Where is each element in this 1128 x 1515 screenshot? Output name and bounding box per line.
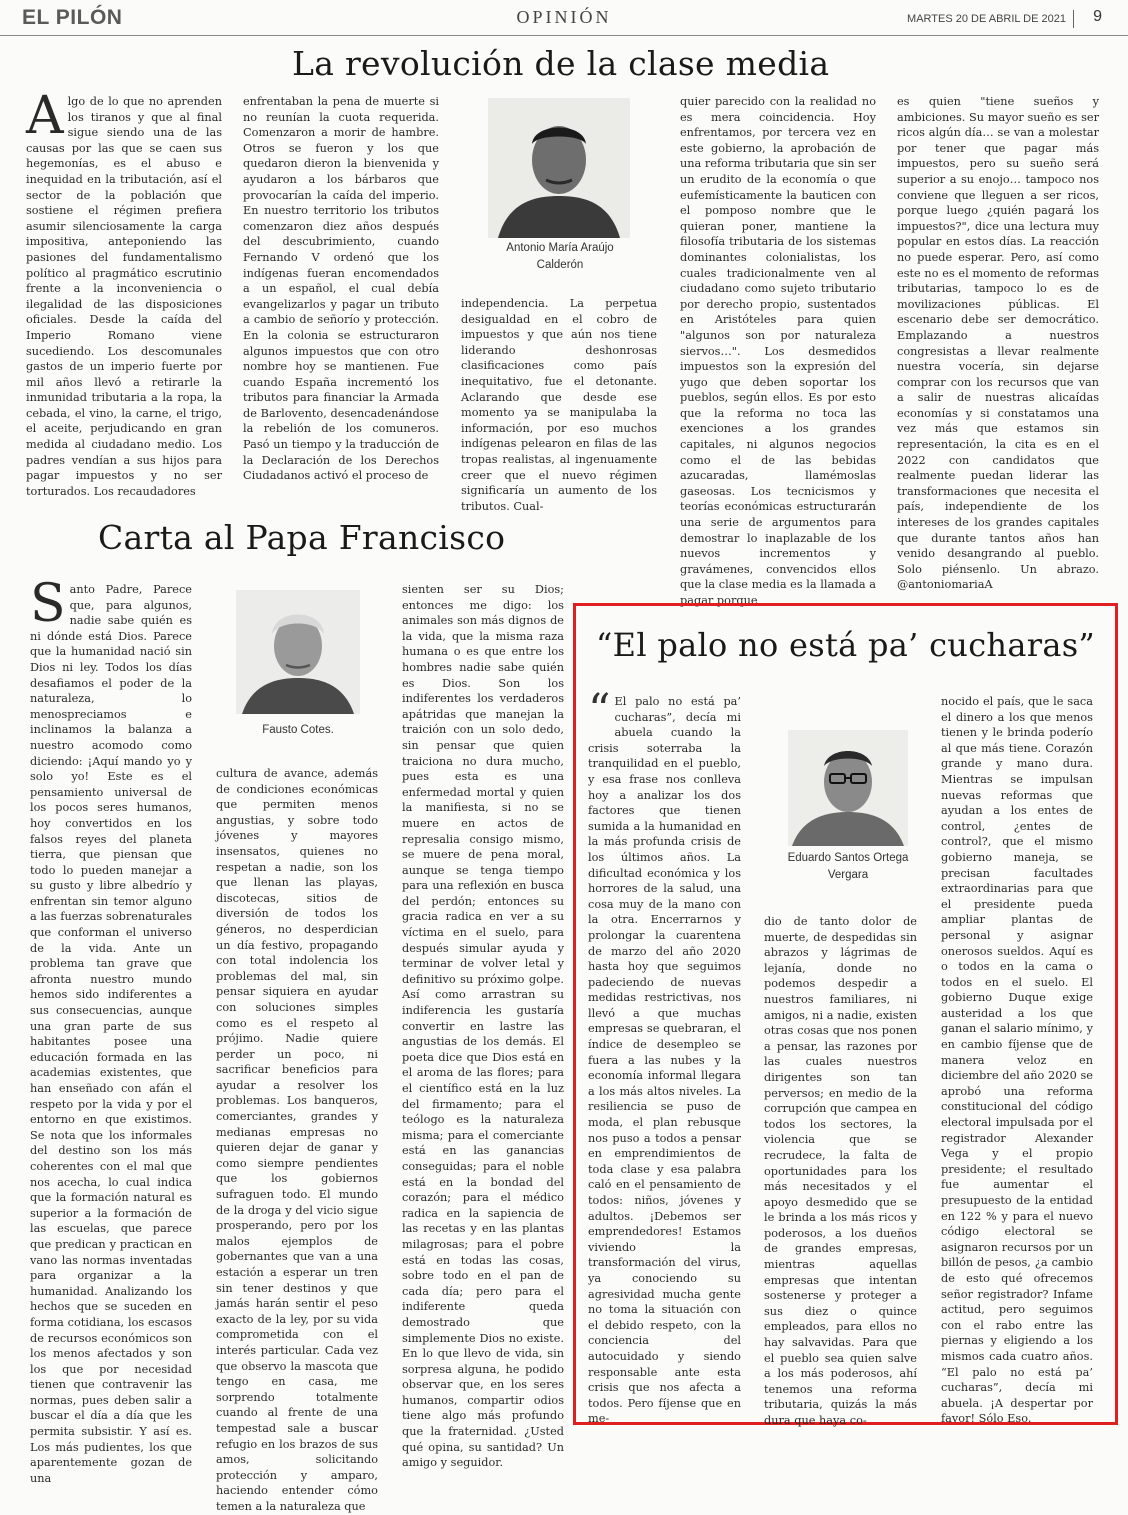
article3-column-1 [588,685,741,1426]
article2-author-caption: Fausto Cotes. [262,724,334,736]
article3-quote-mark: “ [588,685,611,736]
article3-author-photo [788,730,908,846]
article1-column-1 [26,86,222,498]
section-title: OPINIÓN [516,7,612,27]
header-divider [1073,10,1074,28]
article1-column-3 [461,296,657,513]
article3-author-surname: Vergara [827,869,869,881]
article2-column-3 [402,582,564,1470]
article3-headline: “El palo no está pa’ cucharas” [596,626,1096,664]
article1-col1-text: lgo de lo que no aprenden los tiranos y que al final sigue siendo una de las causas por las que se caen sus hegemonías, es el abuso e inequidad en la tributación, así el sector de la población que sostiene el régimen prefiera asumir silenciosamente la carga impositiva, anteponiendo las pasiones del fundamentalismo político al pragmático escrutinio frente a la inconveniencia o ilegalidad de las disposiciones oficiales. Desde la caída del Imperio Romano viene sucediendo. Los descomunales gastos de un imperio fuerte por mil años llevó a retirarle la inmunidad tributaria a la ropa, la cebada, el vino, la carne, el trigo, el aceite, perjudicando en gran medida al ciudadano medio. Los padres vendían a sus hijos para pagar impuestos y no ser torturados. Los recaudadores [26,95,222,498]
article2-col3-text: sienten ser su Dios; entonces me digo: los animales son más dignos de la vida, que la misma raza humana o es que entre los hombres nadie sabe quién es Dios. Son los indiferentes los verdaderos apátridas que manejan la traición con un solo dedo, sin pensar que quien traiciona no dura mucho, pues esta es una enfermedad mortal y quien la manifiesta, si no se muere en actos de represalia consigo mismo, se muere de pena moral, aunque se tenga tiempo para una reflexión en busca del perdón; entonces su gracia radica en ver a su víctima en el suelo, para después simular ayuda y terminar de volver letal y definitivo su próximo golpe. Así como arrastran su indiferencia les gustaría convertir en lastre las angustias de los demás. El poeta dice que Dios está en el aroma de las flores; para el científico está en la luz del firmamento; para el teólogo es la naturaleza misma; para el comerciante está en las ganancias conseguidas; para el noble está en la bondad del corazón; para el médico radica en la sapiencia de las recetas y en las plantas milagrosas; para el pobre está en todas las cosas, sobre todo en el pan de cada día; pero para el indiferente queda demostrado que simplemente Dios no existe. En lo que llevo de vida, sin sorpresa alguna, he podido observar que, en los seres humanos, compartir odios tiene algo más profundo que la fraternidad. ¿Usted qué opina, su santidad? Un amigo y seguidor. [402,583,564,1470]
article1-column-5 [897,94,1099,590]
article2-column-2 [216,766,378,1513]
article2-col2-text: cultura de avance, además de condiciones económicas que permiten menos angustias, y sobre todo jóvenes y mayores insensatos, quienes no respetan a nadie, son los que llenan las playas, discotecas, sitios de diversión de todos los géneros, no desperdician un día festivo, propagando con total indolencia los problemas del mal, sin pensar siquiera en ayudar con soluciones simples como es el respeto al prójimo. Nadie quiere perder un poco, ni sacrificar beneficios para ayudar a resolver los problemas. Los banqueros, comerciantes, grandes y medianas empresas no quieren dejar de ganar y como siempre pendientes que los gobiernos sufraguen todo. El mundo de la droga y del vicio sigue prosperando, pero por los malos ejemplos de gobernantes que van a una estación a esperar un tren sin tener destinos y que jamás harán sentir el peso exacto de la ley, por su vida comprometida con el interés particular. Cada vez que observo la mascota que tengo en casa, me sorprendo totalmente cuando al frente de una tempestad sale a buscar refugio en los brazos de sus amos, solicitando protección y amparo, haciendo entender cómo temen a la naturaleza que [216,767,378,1513]
article3-author-name: Eduardo Santos Ortega [787,852,909,864]
article3-author-caption [762,850,934,884]
article3-column-3 [941,694,1093,1426]
article1-col5-text: es quien "tiene sueños y ambiciones. Su mayor sueño es ser ricos algún día… se van a molestar por tener que pagar más impuestos, pero su sueño será superior a su enojo… tampoco nos conviene que lleguen a ser ricos, porque luego ¿quién pagará los impuestos?", dice una lectura muy popular en estos días. La reacción no puede esperar. Pero, así como este no es el momento de reformas tributarias, tampoco lo es de movilizaciones públicas. El escenario debe ser democrático. Emplazando a nuestros congresistas a llevar realmente nuestra vocería, sin dejarse comprar con los recursos que van a salir de nuestras alicaídas economías y si constatamos una vez más que estamos sin representación, la cita es en el 2022 con candidatos que realmente puedan liderar las transformaciones que necesita el país, independiente de los intereses de los grandes capitales que durante tantos años han venido desangrando al pueblo. Solo piénsenlo. Un abrazo. @antoniomariaA [897,95,1099,592]
article1-author-name: Antonio María Araújo [506,242,614,254]
article1-author-caption [470,240,650,274]
article1-author-surname: Calderón [536,259,584,271]
article3-col2-text: dio de tanto dolor de muerte, de despedidas sin abrazos y lágrimas de lejanía, donde no podemos despedir a nuestros familiares, ni amigos, ni a nadie, existen otras cosas que nos ponen a pensar, las razones por las cuales nuestros dirigentes son tan perversos; en medio de la corrupción que campea en todos los sectores, la violencia que se recrudece, la falta de oportunidades para los más necesitados y el apoyo desmedido que se le brinda a los más ricos y poderosos, a los dueños de grandes empresas, mientras aquellas empresas que intentan sostenerse y proteger a sus diez o quince empleados, para ellos no hay salvavidas. Para que el pueblo sea quien salve a los más poderosos, ahí tenemos una reforma tributaria, quizás la más dura que haya co- [764,915,917,1427]
article2-column-1 [30,574,192,1485]
article1-col3-text: independencia. La perpetua desigualdad en el cobro de impuestos y que aún nos tiene liderando deshonrosas clasificaciones como país inequitativo, fue el detonante. Aclarando que desde ese momento ya se manipulaba la información, por eso muchos indígenas pelearon en filas de las tropas realistas, al ingenuamente creer que el nuevo régimen significaría un aumento de los tributos. Cual- [461,297,657,513]
page-number: 9 [1093,8,1102,25]
masthead-logo: EL PILÓN [22,6,123,29]
page-header [0,0,1128,36]
article1-col4-text: quier parecido con la realidad no es mera coincidencia. Hoy enfrentamos, por tercera vez en este gobierno, la aprobación de una reforma tributaria que sin ser un erudito de la economía o que eufemísticamente la bauticen con el pomposo nombre que le quieran poner, mantiene la filosofía tributaria de los sistemas dominantes colonialistas, los cuales tradicionalmente ven al ciudadano como sujeto tributario por derecho propio, sustentados en Aristóteles para quien "algunos son por naturaleza siervos…". Los desmedidos impuestos son la expresión del yugo que deben soportar los pueblos, según ellos. Es por esto que la reforma no toca las exenciones a los grandes capitales, ni algunos negocios como el de las bebidas azucaradas, llamémoslas gaseosas. Los tecnicismos y teorías económicas estructurarán una serie de argumentos para demostrar lo inaplazable de los nuevos incrementos y gravámenes, convencidos ellos que la clase media es la llamada a pagar porque [680,95,877,607]
issue-date: MARTES 20 DE ABRIL DE 2021 [907,13,1066,25]
article1-dropcap: A [26,86,64,146]
article1-column-2 [243,94,439,486]
article2-headline: Carta al Papa Francisco [98,518,506,557]
article2-author-photo [236,590,360,714]
article2-col1-text: anto Padre, Parece que, para algunos, nadie sabe quién es ni dónde está Dios. Parece que la humanidad nació sin Dios ni ley. Todos los días desafiamos el poder de la naturaleza, lo menospreciamos e inclinamos la balanza a nuestro acomodo como diciendo: ¡Aquí mando yo y solo yo! Este es el pensamiento universal de los pocos seres humanos, hoy convertidos en los falsos reyes del planeta tierra, que piensan que todo lo pueden manejar a su gusto y libre albedrío y enfrentan sin temor alguno a las fuerzas sobrenaturales que conforman el universo de la vida. Ante un problema tan grave que afronta nuestro mundo hemos sido indiferentes a sus consecuencias, aunque una gran parte de sus habitantes posee una educación formada en las academias existentes, que han enseñado con afán el respeto por la vida y por el entorno en que existimos. Se nota que los informales del destino son los más coherentes con el mal que nos acecha, lo cual indica que la formación natural es superior a la formación de las escuelas, que parece que predican y practican en vano las normas inventadas para organizar a la humanidad. Analizando los hechos que se suceden en forma cotidiana, los escasos de recursos económicos son los menos afectados y son los que por necesidad tienen que contravenir las normas, pues deben salir a buscar el día a día que les permita subsistir. Y así es. Los más pudientes, los que aparentemente gozan de una [30,583,192,1485]
article1-headline: La revolución de la clase media [292,44,830,83]
article3-column-2 [764,914,917,1427]
article1-column-4 [680,94,877,607]
article3-col3-text: nocido el país, que le saca el dinero a los que menos tienen y le brinda poderío al que más tiene. Corazón grande y mano dura. Mientras se impulsan nuevas reformas que ayudan a los entes de control, ¿entes de control?, que el mismo gobierno maneja, se precisan facultades extraordinarias para que el presidente pueda ampliar plantas de personal y asignar onerosos sueldos. Aquí es o todos en la cama o todos en el suelo. El gobierno Duque exige austeridad a los que ganan el salario mínimo, y en cambio fíjense que de manera veloz en diciembre del año 2020 se aprobó una reforma constitucional del código electoral impulsada por el registrador Alexander Vega y el propio presidente; el resultado fue aumentar el presupuesto de la entidad en 122 % y para el nuevo código electoral se asignaron recursos por un billón de pesos, ¿a cambio de esto qué ofrecemos señor registrador? Infame actitud, pero seguimos con el rabo entre las piernas y eligiendo a los mismos cada cuatro años. “El palo no está pa’ cucharas”, decía mi abuela. ¡A despertar por favor! Sólo Eso. [941,695,1093,1426]
article2-dropcap: S [30,574,66,634]
article3-col1-text: El palo no está pa’ cucharas”, decía mi abuela cuando la crisis soterraba la tranquilidad en el pueblo, y esa frase nos conlleva hoy a analizar los dos factores que tienen sumida a la humanidad en la más profunda crisis de los últimos años. La dificultad económica y los horrores de la salud, una cosa muy de la mano con la otra. Encerrarnos y prolongar la cuarentena de marzo del año 2020 hasta hoy que seguimos padeciendo de nuevas medidas restrictivas, nos llevó a que muchas empresas se quebraran, el índice de desempleo se fuera a las nubes y la economía informal llegara a los más altos niveles. La resiliencia se puso de moda, el plan rebusque nos puso a todos a pensar en emprendimientos de toda clase y esa palabra caló en el pensamiento de todos: niños, jóvenes y adultos. ¡Debemos ser emprendedores! Estamos viviendo la transformación del virus, ya conociendo su agresividad mucha gente no toma la situación con el debido respeto, con la conciencia del autocuidado y siendo responsable ante esta crisis que nos afecta a todos. Pero fíjense que en me- [588,695,741,1426]
article1-col2-text: enfrentaban la pena de muerte si no reunían la cuota requerida. Comenzaron a morir de hambre. Otros se fueron y los que quedaron dieron la bienvenida y ayudaron a los bárbaros que provocarían la caída del imperio. En nuestro territorio los tributos comenzaron diez años después del descubrimiento, cuando Fernando V ordenó que los indígenas fueran encomendados a un español, el cual debía evangelizarlos y pagar un tributo a cambio de señorío y protección. En la colonia se estructuraron algunos impuestos que con otro nombre hoy se mantienen. Fue cuando España incrementó los tributos para financiar la Armada de Barlovento, desencadenándose la rebelión de los comuneros. Pasó un tiempo y la traducción de la Declaración de los Derechos Ciudadanos activó el proceso de [243,95,439,483]
article1-author-photo [488,98,630,238]
